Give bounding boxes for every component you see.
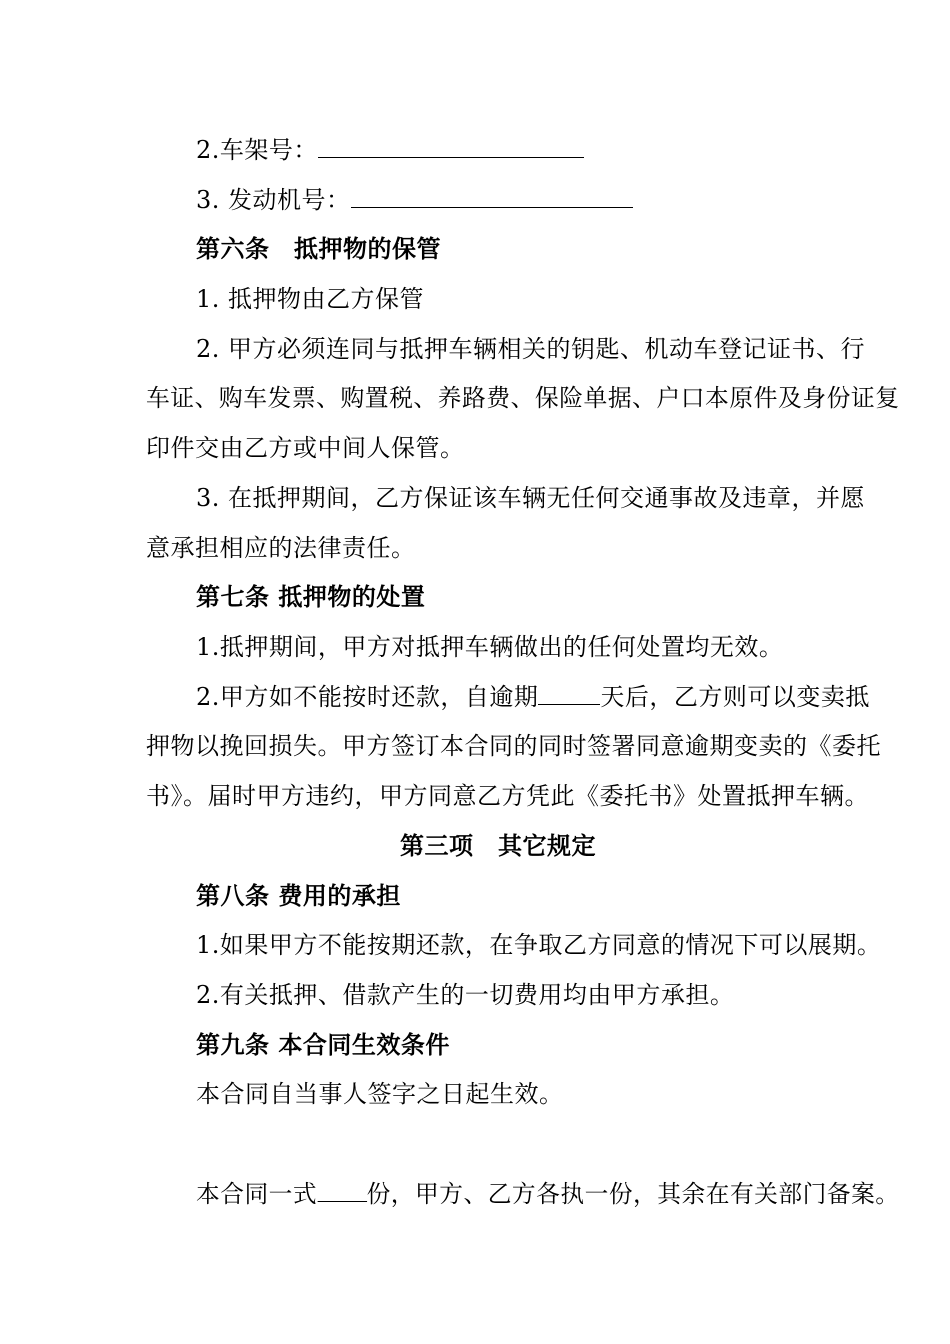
article7-item2-line1 (196, 681, 870, 713)
section3-heading: 第三项 其它规定 (400, 831, 596, 860)
article7-item1: 1.抵押期间，甲方对抵押车辆做出的任何处置均无效。 (196, 633, 784, 661)
engine-number-field (196, 184, 633, 216)
article6-item2-line3: 印件交由乙方或中间人保管。 (146, 434, 465, 462)
article6-item3-line1: 3. 在抵押期间，乙方保证该车辆无任何交通事故及违章，并愿 (196, 484, 866, 512)
closing-after: 份，甲方、乙方各执一份，其余在有关部门备案。 (366, 1180, 900, 1208)
article9-heading: 第九条 本合同生效条件 (196, 1030, 450, 1059)
engine-number-blank[interactable] (351, 185, 633, 208)
engine-number-label: 3. 发动机号： (196, 186, 351, 214)
article7-item2-line3: 书》。届时甲方违约，甲方同意乙方凭此《委托书》处置抵押车辆。 (146, 782, 869, 810)
article9-text: 本合同自当事人签字之日起生效。 (196, 1080, 564, 1108)
overdue-days-blank[interactable] (538, 682, 600, 705)
article8-item1: 1.如果甲方不能按期还款，在争取乙方同意的情况下可以展期。 (196, 931, 882, 959)
article6-heading: 第六条 抵押物的保管 (196, 234, 441, 263)
frame-number-field (196, 134, 584, 166)
frame-number-blank[interactable] (318, 135, 584, 158)
article7-heading: 第七条 抵押物的处置 (196, 582, 426, 611)
closing-line (196, 1178, 900, 1210)
article6-item3-line2: 意承担相应的法律责任。 (146, 534, 416, 562)
copies-blank[interactable] (317, 1179, 366, 1202)
article8-item2: 2.有关抵押、借款产生的一切费用均由甲方承担。 (196, 981, 735, 1009)
closing-before: 本合同一式 (196, 1180, 318, 1208)
article6-item2-line1: 2. 甲方必须连同与抵押车辆相关的钥匙、机动车登记证书、行 (196, 335, 866, 363)
article7-item2-before: 2.甲方如不能按时还款，自逾期 (196, 683, 539, 711)
article6-item1: 1. 抵押物由乙方保管 (196, 285, 425, 313)
article8-heading: 第八条 费用的承担 (196, 881, 401, 910)
article7-item2-after: 天后，乙方则可以变卖抵 (600, 683, 870, 711)
article7-item2-line2: 押物以挽回损失。甲方签订本合同的同时签署同意逾期变卖的《委托 (146, 732, 881, 760)
article6-item2-line2: 车证、购车发票、购置税、养路费、保险单据、户口本原件及身份证复 (146, 384, 900, 412)
frame-number-label: 2.车架号： (196, 136, 318, 164)
